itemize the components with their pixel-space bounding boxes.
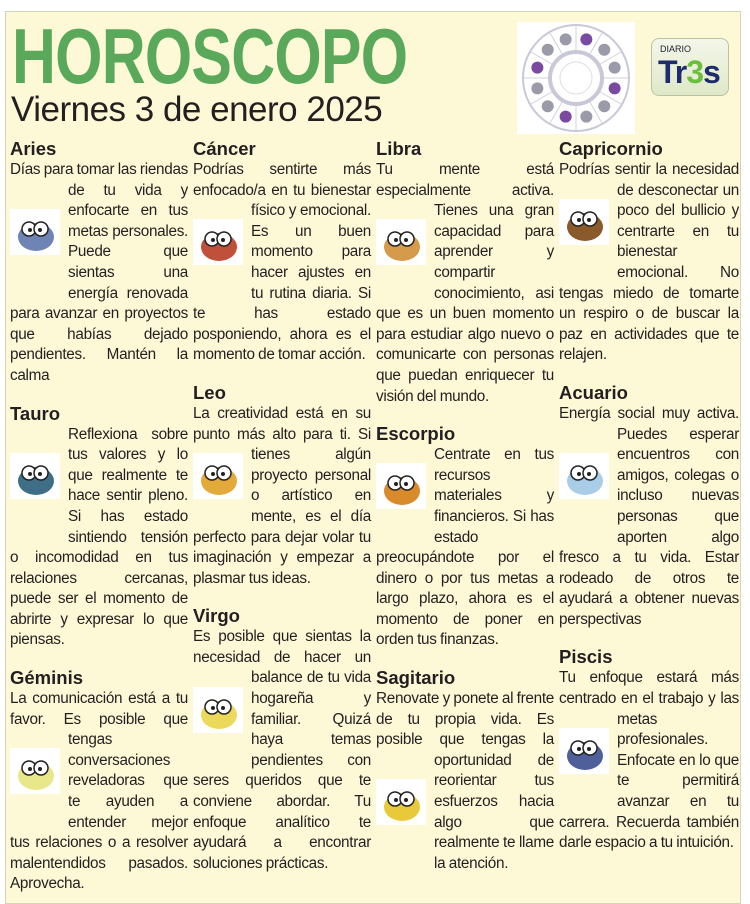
sign-name: Piscis [559, 646, 613, 668]
wheel-sign-figure [542, 44, 554, 56]
sign-name: Tauro [10, 402, 61, 424]
sign-name: Sagitario [376, 667, 456, 689]
sign-acuario [559, 382, 739, 631]
sign-tauro [10, 403, 188, 652]
wheel-sign-figure [598, 44, 610, 56]
sign-virgo [193, 605, 371, 874]
wheel-sign-figure [598, 100, 610, 112]
fish-icon [559, 710, 617, 792]
archer-icon [376, 751, 434, 854]
sign-text [10, 160, 188, 387]
sign-text [376, 445, 554, 651]
header [6, 12, 740, 138]
date-heading: Viernes 3 de enero 2025 [11, 90, 383, 129]
wheel-sign-figure [560, 111, 572, 123]
maiden-icon [193, 668, 251, 750]
sign-aries [10, 138, 188, 387]
sign-name: Capricornio [559, 138, 663, 159]
sign-text-body: La comunicación está a tu favor. Es posible que tengas conversaciones reveladoras que te ayuden a entender mejor tus relaciones o a resolver malentendidos pasados. Aprovecha. [10, 690, 188, 893]
sign-capricornio [559, 138, 739, 366]
column [10, 138, 188, 895]
sign-text-body: Centrate en tus recursos materiales y financieros. Si has estado preocupándote por el dinero o por tus metas a largo plazo, ahora es el momento de poner en orden tus finanzas. [376, 446, 554, 649]
wheel-sign-figure [609, 62, 621, 74]
wheel-sign-figure [609, 82, 621, 94]
sign-escorpio [376, 423, 554, 651]
bull-icon [10, 425, 68, 528]
column [193, 138, 371, 895]
sign-text-body: Tu enfoque estará más centrado en el trabajo y las metas profesionales. Enfocate en lo que te permitirá avanzar en tu carrera. Recuerda también darle espacio a tu intuición. [559, 669, 739, 852]
sign-text-body: Reflexiona sobre tus valores y lo que realmente te hace sentir pleno. Si has estado sintiendo tensión o incomodidad en tus relaciones cercanas, puede ser el momento de abrirte y expresar lo que piensas. [10, 425, 188, 649]
sign-libra [376, 138, 554, 407]
sign-text-body: Tu mente está especialmente activa. Tienes una gran capacidad para aprender y compartir conocimiento, asi que es un buen momento para estudiar algo nuevo o comunicarte con personas que puedan enriquecer tu visión del mundo. [376, 161, 554, 405]
logo-small-text: DIARIO [660, 44, 692, 54]
sign-sagitario [376, 667, 554, 874]
sign-text [193, 160, 371, 366]
sign-name: Acuario [559, 381, 628, 403]
logo-text: Tr3s [658, 54, 720, 90]
wheel-sign-figure [580, 111, 592, 123]
twins-icon [10, 730, 68, 812]
sign-name: Cáncer [193, 138, 256, 159]
wheel-sign-figure [531, 62, 543, 74]
water-drop-icon [559, 425, 617, 528]
sign-leo [193, 382, 371, 589]
sign-name: Leo [193, 381, 226, 403]
sign-text [559, 668, 739, 853]
sign-text [10, 689, 188, 895]
sign-text [559, 160, 739, 366]
sign-text-body: Energía social muy activa. Puedes esperar encuentros con amigos, colegas o incluso nuevas personas que aporten algo fresco a tu vida. Estar rodeado de otros te ayudará a obtener nuevas perspectivas [559, 404, 739, 628]
sign-name: Virgo [193, 605, 240, 627]
sign-name: Géminis [10, 667, 83, 689]
sign-geminis [10, 667, 188, 895]
crab-icon [193, 201, 251, 283]
goat-icon [559, 181, 617, 263]
sign-text [10, 425, 188, 652]
diario-tres-logo [651, 38, 729, 96]
sign-name: Libra [376, 138, 422, 159]
horoscope-panel [5, 11, 741, 904]
sign-text-body: Días para tomar las riendas de tu vida y enfocarte en tus metas personales. Puede que sientas una energía renovada para avanzar en proyectos que habías dejado pendientes. Mantén la calma [10, 161, 188, 384]
ram-icon [10, 181, 68, 284]
sign-text-body: Es posible que sientas la necesidad de hacer un balance de tu vida hogareña y familiar. Quizá haya temas pendientes con seres queridos que te conviene abordar. Tu enfoque analítico te ayudará a encontrar soluciones prácticas. [193, 628, 371, 872]
sign-text-body: Podrías sentir la necesidad de desconectar un poco del bullicio y centrarte en tu bienestar emocional. No tengas miedo de tomarte un respiro o de buscar la paz en actividades que te relajen. [559, 161, 739, 364]
sign-columns [6, 138, 740, 895]
sign-text-body: Renovate y ponete al frente de tu propia vida. Es posible que tengas la oportunidad de reorientar tus esfuerzos hacia algo que realmente te llame la atención. [376, 690, 554, 872]
page-title: HOROSCOPO [12, 12, 408, 100]
column [376, 138, 554, 895]
scales-icon [376, 201, 434, 283]
column [559, 138, 739, 895]
zodiac-wheel-image [517, 22, 635, 134]
wheel-sign-figure [560, 33, 572, 45]
sign-text-body: La creatividad está en su punto más alto para ti. Si tienes algún proyecto personal o artístico en mente, es el día perfecto para dejar volar tu imaginación y empezar a plasmar tus ideas. [193, 404, 371, 587]
scorpion-icon [376, 445, 434, 527]
lion-icon [193, 445, 251, 507]
wheel-sign-figure [542, 100, 554, 112]
sign-text-body: Podrías sentirte más enfocado/a en tu bienestar físico y emocional. Es un buen momento para hacer ajustes en tu rutina diaria. Si te has estado posponiendo, ahora es el momento de tomar acción. [193, 161, 371, 364]
wheel-sign-figure [531, 82, 543, 94]
sign-piscis [559, 646, 739, 853]
sign-name: Escorpio [376, 423, 456, 445]
sign-text [193, 404, 371, 589]
sign-cancer [193, 138, 371, 366]
sign-text [376, 689, 554, 874]
sign-name: Aries [10, 138, 57, 159]
sign-text [376, 160, 554, 407]
wheel-sign-figure [580, 33, 592, 45]
sign-text [559, 404, 739, 631]
sign-text [193, 627, 371, 874]
